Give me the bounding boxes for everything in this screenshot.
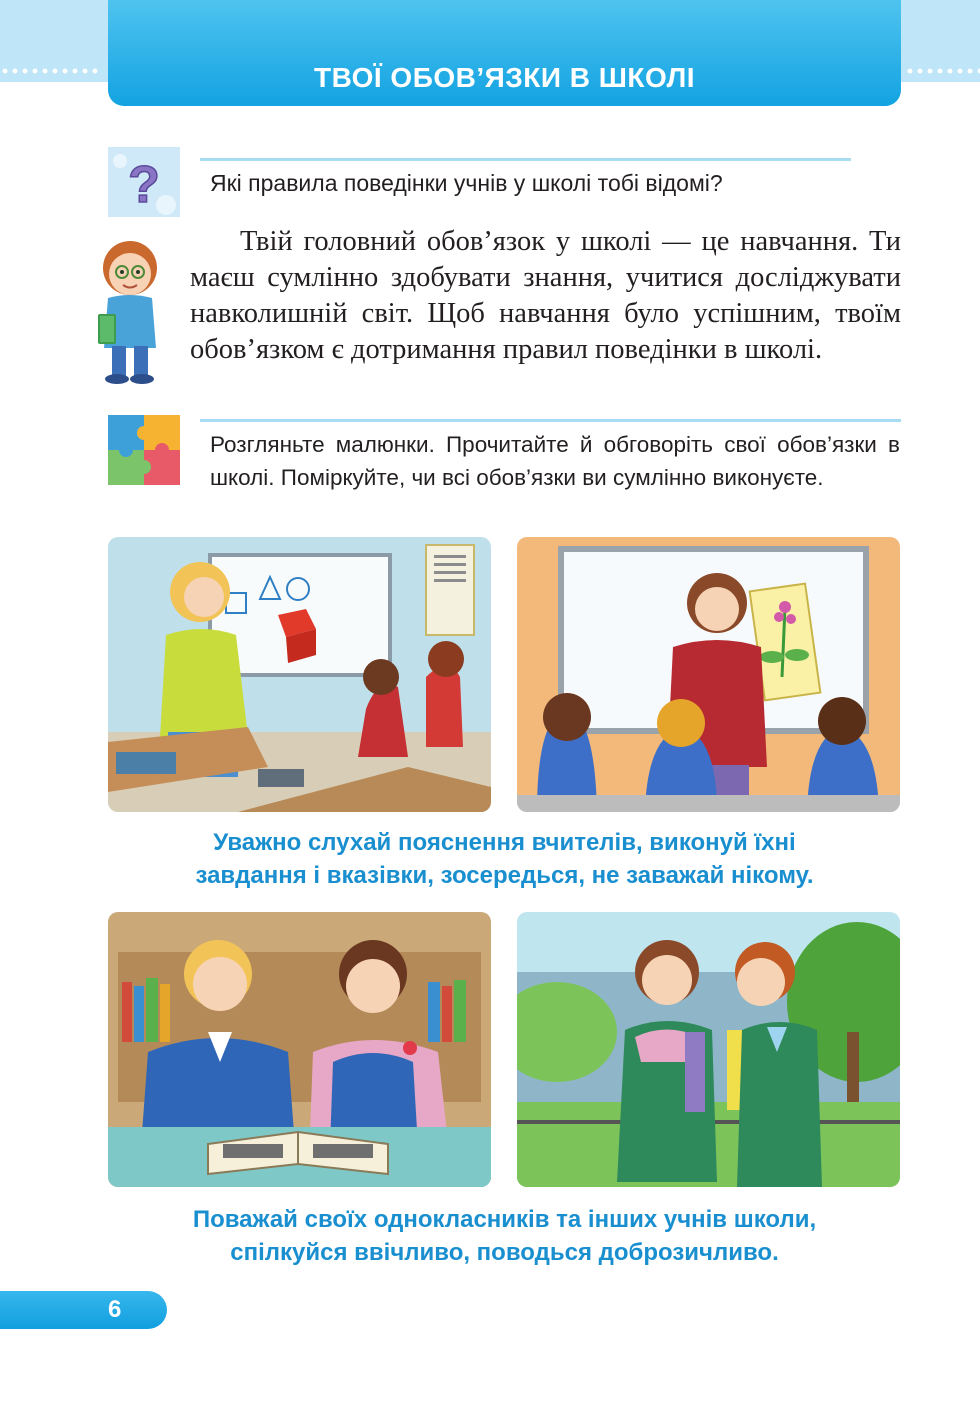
page-title: ТВОЇ ОБОВ’ЯЗКИ В ШКОЛІ [314,62,695,93]
caption-respect-line-2: спілкуйся ввічливо, поводься доброзичливо. [230,1239,779,1266]
title-banner [108,0,901,106]
question-rule [200,158,851,161]
puzzle-icon [108,415,180,485]
illustration-pupils-walking [517,912,900,1187]
illustration-pupils-reading [108,912,491,1187]
caption-listen-line-2: завдання і вказівки, зосередься, не заважай нікому. [195,862,814,889]
caption-listen [108,826,901,892]
page-number-tab [0,1291,167,1329]
svg-text:?: ? [128,156,160,214]
illustration-teacher-cube [108,537,491,812]
question-text: Які правила поведінки учнів у школі тобі відомі? [210,170,723,196]
caption-respect [108,1203,901,1269]
question-icon [108,147,180,217]
task-text: Розгляньте малюнки. Прочитайте й обговоріть свої обов’язки в школі. Поміркуйте, чи всі обов’язки ви сумлінно виконуєте. [210,432,900,490]
header-dots-right [905,67,980,75]
header-dots-left [0,67,100,75]
task-rule [200,419,901,422]
page-number: 6 [108,1296,122,1323]
illustration-teacher-flower [517,537,900,812]
caption-respect-line-1: Поважай своїх однокласників та інших учнів школи, [192,1206,817,1233]
caption-listen-line-1: Уважно слухай пояснення вчителів, виконуй їхні [213,829,796,856]
boy-icon [92,236,167,386]
main-paragraph: Твій головний обов’язок у школі — це навчання. Ти маєш сумлінно здобувати знання, учитися досліджувати навколишній світ. Щоб навчання було успішним, твоїм обов’язком є дотримання правил поведінки в школі. [190,226,901,365]
